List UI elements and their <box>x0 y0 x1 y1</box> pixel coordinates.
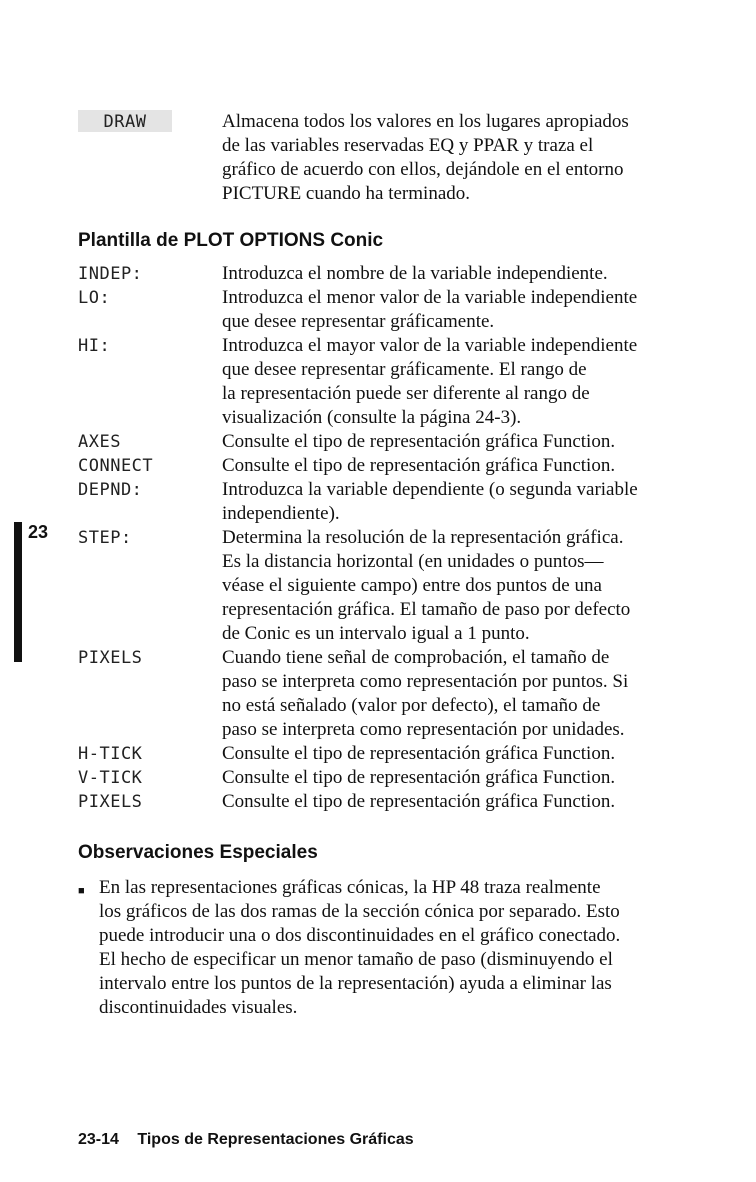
description-line: Consulte el tipo de representación gráfica Function. <box>222 743 616 764</box>
option-description <box>222 526 706 646</box>
description-line: Introduzca el nombre de la variable independiente. <box>222 263 608 284</box>
plot-options-heading: Plantilla de PLOT OPTIONS Conic <box>78 230 384 251</box>
option-row-v-tick <box>78 766 708 790</box>
bullet-line: discontinuidades visuales. <box>99 997 298 1018</box>
description-line: visualización (consulte la página 24-3). <box>222 407 522 428</box>
bullet-line: puede introducir una o dos discontinuidades en el gráfico conectado. <box>99 925 621 946</box>
bullet-line: intervalo entre los puntos de la representación) ayuda a eliminar las <box>99 973 612 994</box>
description-line: paso se interpreta como representación por unidades. <box>222 719 625 740</box>
option-row-pixels <box>78 646 708 742</box>
description-line: Consulte el tipo de representación gráfica Function. <box>222 791 616 812</box>
description-line: Introduzca el mayor valor de la variable independiente <box>222 335 638 356</box>
option-description <box>222 790 706 814</box>
description-line: Consulte el tipo de representación gráfica Function. <box>222 431 616 452</box>
draw-description <box>222 110 702 206</box>
bullet-line: los gráficos de las dos ramas de la sección cónica por separado. Esto <box>99 901 620 922</box>
plot-options-list <box>78 262 708 814</box>
description-line: Introduzca el menor valor de la variable independiente <box>222 287 638 308</box>
draw-line: PICTURE cuando ha terminado. <box>222 183 471 204</box>
description-line: representación gráfica. El tamaño de paso por defecto <box>222 599 631 620</box>
option-row-connect <box>78 454 708 478</box>
option-key: H-TICK <box>78 744 143 764</box>
description-line: Es la distancia horizontal (en unidades o puntos— <box>222 551 604 572</box>
bullet-line: El hecho de especificar un menor tamaño de paso (disminuyendo el <box>99 949 613 970</box>
draw-line: Almacena todos los valores en los lugares apropiados <box>222 111 629 132</box>
option-description <box>222 430 706 454</box>
option-key: PIXELS <box>78 792 143 812</box>
description-line: véase el siguiente campo) entre dos puntos de una <box>222 575 602 596</box>
description-line: Consulte el tipo de representación gráfica Function. <box>222 767 616 788</box>
option-row-h-tick <box>78 742 708 766</box>
option-description <box>222 742 706 766</box>
bullet-item <box>78 876 698 1020</box>
description-line: de Conic es un intervalo igual a 1 punto. <box>222 623 530 644</box>
option-description <box>222 454 706 478</box>
observaciones-list <box>78 876 698 1020</box>
description-line: Introduzca la variable dependiente (o segunda variable <box>222 479 638 500</box>
option-row-lo <box>78 286 708 334</box>
option-row-step <box>78 526 708 646</box>
description-line: Determina la resolución de la representación gráfica. <box>222 527 624 548</box>
observaciones-heading: Observaciones Especiales <box>78 842 318 863</box>
description-line: no está señalado (valor por defecto), el tamaño de <box>222 695 601 716</box>
description-line: independiente). <box>222 503 340 524</box>
option-key: CONNECT <box>78 456 154 476</box>
draw-key-label: DRAW <box>78 110 172 132</box>
description-line: la representación puede ser diferente al rango de <box>222 383 590 404</box>
option-key: INDEP: <box>78 264 143 284</box>
option-key: V-TICK <box>78 768 143 788</box>
option-description <box>222 766 706 790</box>
draw-line: gráfico de acuerdo con ellos, dejándole en el entorno <box>222 159 624 180</box>
option-row-depnd <box>78 478 708 526</box>
bullet-square-icon: ■ <box>78 885 85 897</box>
chapter-tab-bar <box>14 522 22 662</box>
bullet-line: En las representaciones gráficas cónicas, la HP 48 traza realmente <box>99 877 601 898</box>
option-key: HI: <box>78 336 111 356</box>
option-key: STEP: <box>78 528 132 548</box>
option-description <box>222 334 706 430</box>
option-description <box>222 646 706 742</box>
description-line: paso se interpreta como representación por puntos. Si <box>222 671 629 692</box>
description-line: Consulte el tipo de representación gráfica Function. <box>222 455 616 476</box>
option-key: AXES <box>78 432 121 452</box>
option-description <box>222 478 706 526</box>
description-line: Cuando tiene señal de comprobación, el tamaño de <box>222 647 610 668</box>
option-row-indep <box>78 262 708 286</box>
option-row-pixels-2 <box>78 790 708 814</box>
option-key: PIXELS <box>78 648 143 668</box>
chapter-number: 23 <box>28 522 49 542</box>
bullet-text <box>99 876 698 1020</box>
draw-line: de las variables reservadas EQ y PPAR y traza el <box>222 135 594 156</box>
option-row-hi <box>78 334 708 430</box>
description-line: que desee representar gráficamente. <box>222 311 495 332</box>
page-number: 23-14 <box>78 1131 119 1148</box>
option-key: DEPND: <box>78 480 143 500</box>
description-line: que desee representar gráficamente. El rango de <box>222 359 587 380</box>
footer-title: Tipos de Representaciones Gráficas <box>137 1131 414 1148</box>
option-description <box>222 286 706 334</box>
option-row-axes <box>78 430 708 454</box>
page-footer <box>78 1131 414 1149</box>
option-description <box>222 262 706 286</box>
option-key: LO: <box>78 288 111 308</box>
